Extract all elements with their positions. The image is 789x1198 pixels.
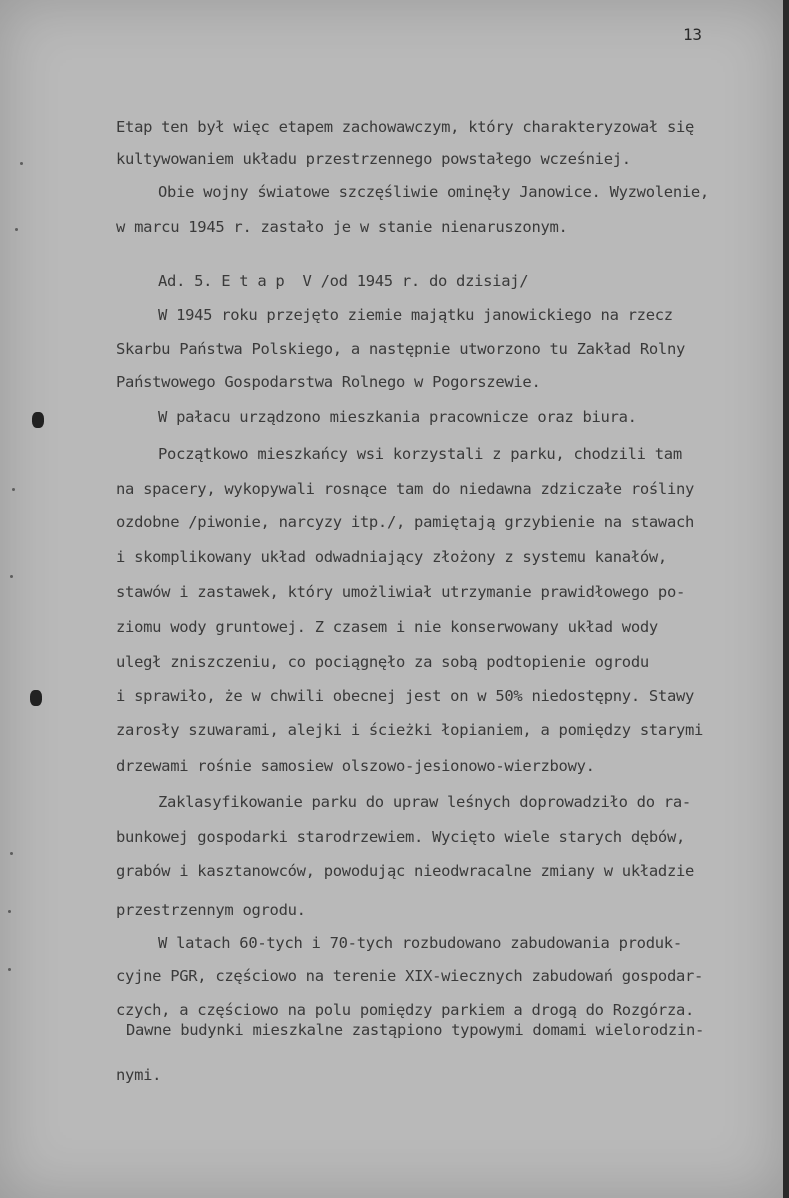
text-line: na spacery, wykopywali rosnące tam do niedawna zdziczałe rośliny <box>116 480 695 498</box>
text-line: przestrzennym ogrodu. <box>116 901 306 919</box>
margin-dot <box>12 488 15 491</box>
text-line: bunkowej gospodarki starodrzewiem. Wycięto wiele starych dębów, <box>116 828 686 846</box>
text-line: ziomu wody gruntowej. Z czasem i nie konserwowany układ wody <box>116 618 658 636</box>
text-line: stawów i zastawek, który umożliwiał utrzymanie prawidłowego po- <box>116 583 686 601</box>
margin-dot <box>10 852 13 855</box>
section-heading: Ad. 5. E t a p V /od 1945 r. do dzisiaj/ <box>158 272 529 290</box>
text-line: Dawne budynki mieszkalne zastąpiono typowymi domami wielorodzin- <box>126 1021 705 1039</box>
margin-dot <box>20 162 23 165</box>
margin-dot <box>8 910 11 913</box>
text-line: Obie wojny światowe szczęśliwie ominęły Janowice. Wyzwolenie, <box>158 183 709 201</box>
margin-dot <box>8 968 11 971</box>
text-line: czych, a częściowo na polu pomiędzy parkiem a drogą do Rozgórza. <box>116 1001 695 1019</box>
margin-dot <box>10 575 13 578</box>
text-line: Etap ten był więc etapem zachowawczym, który charakteryzował się <box>116 118 695 136</box>
page-edge <box>783 0 789 1198</box>
text-line: i skomplikowany układ odwadniający złożony z systemu kanałów, <box>116 548 667 566</box>
text-line: Skarbu Państwa Polskiego, a następnie utworzono tu Zakład Rolny <box>116 340 686 358</box>
text-line: Początkowo mieszkańcy wsi korzystali z parku, chodzili tam <box>158 445 682 463</box>
text-line: w marcu 1945 r. zastało je w stanie nienaruszonym. <box>116 218 568 236</box>
text-line: nymi. <box>116 1066 162 1084</box>
text-line: grabów i kasztanowców, powodując nieodwracalne zmiany w układzie <box>116 862 695 880</box>
page-number: 13 <box>683 25 702 44</box>
text-line: drzewami rośnie samosiew olszowo-jesionowo-wierzbowy. <box>116 757 595 775</box>
text-line: Państwowego Gospodarstwa Rolnego w Pogorszewie. <box>116 373 541 391</box>
text-line: W latach 60-tych i 70-tych rozbudowano zabudowania produk- <box>158 934 682 952</box>
text-line: kultywowaniem układu przestrzennego powstałego wcześniej. <box>116 150 631 168</box>
punch-hole-mark <box>32 412 44 428</box>
text-line: uległ zniszczeniu, co pociągnęło za sobą podtopienie ogrodu <box>116 653 649 671</box>
text-line: zarosły szuwarami, alejki i ścieżki łopianiem, a pomiędzy starymi <box>116 721 704 739</box>
punch-hole-mark <box>30 690 42 706</box>
text-line: i sprawiło, że w chwili obecnej jest on w 50% niedostępny. Stawy <box>116 687 695 705</box>
text-line: ozdobne /piwonie, narcyzy itp./, pamiętają grzybienie na stawach <box>116 513 695 531</box>
margin-dot <box>15 228 18 231</box>
text-line: Zaklasyfikowanie parku do upraw leśnych doprowadziło do ra- <box>158 793 691 811</box>
text-line: cyjne PGR, częściowo na terenie XIX-wiecznych zabudowań gospodar- <box>116 967 704 985</box>
text-line: W 1945 roku przejęto ziemie majątku janowickiego na rzecz <box>158 306 673 324</box>
text-line: W pałacu urządzono mieszkania pracownicze oraz biura. <box>158 408 637 426</box>
